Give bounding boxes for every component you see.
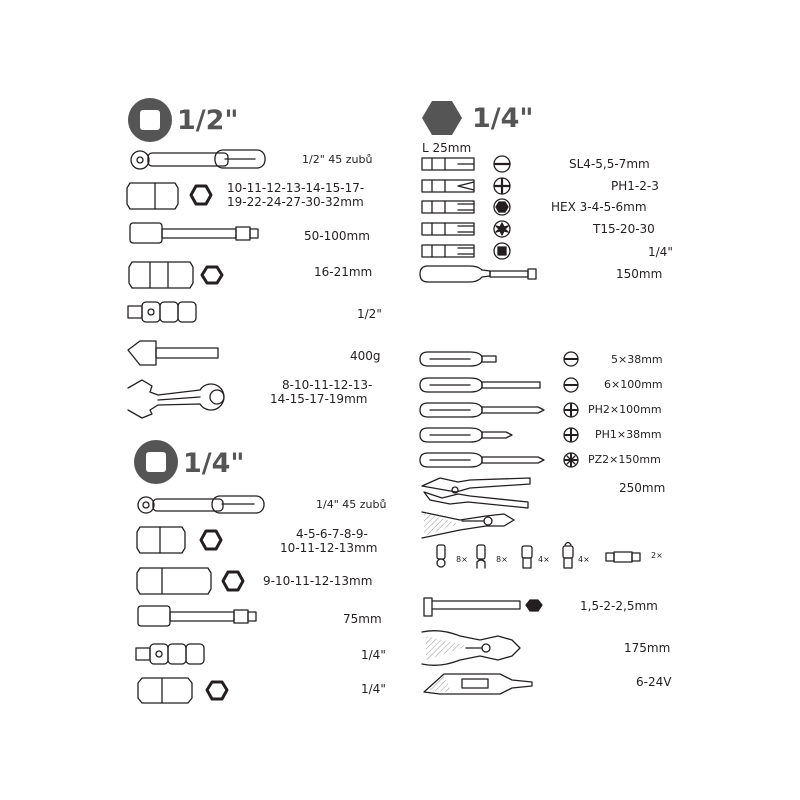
socket-icon — [127, 183, 211, 209]
label-socket-quarter-line2: 10-11-12-13mm — [280, 541, 378, 555]
combination-pliers-icon — [422, 631, 520, 666]
label-extension-quarter: 75mm — [343, 612, 382, 626]
screwdriver-slotted-short — [420, 352, 496, 366]
label-bit-length: L 25mm — [422, 141, 472, 155]
water-pump-pliers-icon — [422, 478, 530, 508]
combination-wrench-icon — [128, 380, 224, 418]
extension-bar-icon — [130, 223, 258, 243]
label-deep-socket: 9-10-11-12-13mm — [263, 574, 373, 588]
phillips-tip-icon — [564, 428, 578, 442]
hex-key-icon — [424, 598, 542, 616]
label-socket-half-line1: 10-11-12-13-14-15-17- — [227, 181, 365, 195]
label-term-ring: 8× — [456, 555, 468, 564]
butt-connector-icon — [606, 552, 640, 562]
label-spark-socket: 16-21mm — [314, 265, 373, 279]
adapter-icon — [138, 678, 227, 703]
label-sd-1: 5×38mm — [611, 353, 663, 366]
screwdriver-pozidriv — [420, 453, 544, 467]
extension-bar-icon — [138, 606, 256, 626]
hexagon-icon — [422, 101, 462, 135]
label-bit-holder: 150mm — [616, 267, 663, 281]
screwdriver-phillips-long — [420, 403, 544, 417]
bit-row-torx — [422, 221, 510, 237]
socket-icon — [137, 527, 221, 553]
deep-socket-icon — [137, 568, 243, 594]
voltage-tester-icon — [424, 674, 532, 694]
label-wrench-line1: 8-10-11-12-13- — [282, 378, 373, 392]
fork-terminal-icon — [477, 545, 485, 568]
bullet-terminal-icon — [563, 543, 573, 569]
phillips-tip-icon — [564, 403, 578, 417]
bit-row-square — [422, 243, 510, 259]
section-title-quarter-inch: 1/4" — [183, 448, 245, 479]
flag-terminal-icon — [522, 546, 532, 568]
bit-holder-icon — [420, 266, 536, 282]
screwdriver-phillips-short — [420, 428, 512, 442]
slotted-tip-icon — [564, 352, 578, 366]
hammer-icon — [128, 341, 218, 365]
ring-terminal-icon — [437, 545, 445, 567]
label-ratchet-half: 1/2" 45 zubů — [302, 153, 373, 166]
label-term-bullet: 4× — [578, 555, 590, 564]
label-bit-hex: HEX 3-4-5-6mm — [551, 200, 647, 214]
label-bit-slotted: SL4-5,5-7mm — [569, 157, 650, 171]
label-sd-3: PH2×100mm — [588, 403, 662, 416]
label-ratchet-quarter: 1/4" 45 zubů — [316, 498, 387, 511]
ratchet-icon — [131, 150, 265, 169]
label-wrench-line2: 14-15-17-19mm — [270, 392, 368, 406]
label-hex-key: 1,5-2-2,5mm — [580, 599, 658, 613]
section-title-half-inch: 1/2" — [177, 105, 239, 136]
label-bit-phillips: PH1-2-3 — [611, 179, 659, 193]
label-bit-square: 1/4" — [648, 245, 673, 259]
label-pump-pliers: 250mm — [619, 481, 666, 495]
label-ujoint-quarter: 1/4" — [361, 648, 386, 662]
crimping-pliers-icon — [422, 512, 514, 538]
square-drive-icon — [128, 98, 172, 142]
label-voltage-tester: 6-24V — [636, 675, 672, 689]
universal-joint-icon — [136, 644, 204, 664]
spark-plug-socket-icon — [129, 262, 222, 288]
label-term-fork: 8× — [496, 555, 508, 564]
label-sd-4: PH1×38mm — [595, 428, 662, 441]
bit-row-hex — [422, 199, 510, 215]
section-title-bits: 1/4" — [472, 103, 534, 134]
bit-row-slotted — [422, 156, 510, 172]
pozidriv-tip-icon — [564, 453, 578, 467]
label-ujoint-half: 1/2" — [357, 307, 382, 321]
bit-row-phillips — [422, 178, 510, 194]
label-socket-quarter-line1: 4-5-6-7-8-9- — [296, 527, 368, 541]
ratchet-icon — [138, 496, 264, 513]
label-socket-half-line2: 19-22-24-27-30-32mm — [227, 195, 364, 209]
label-hammer: 400g — [350, 349, 381, 363]
label-extension-half: 50-100mm — [304, 229, 370, 243]
label-term-flag: 4× — [538, 555, 550, 564]
label-sd-5: PZ2×150mm — [588, 453, 661, 466]
screwdriver-slotted-long — [420, 378, 540, 392]
slotted-tip-icon — [564, 378, 578, 392]
label-term-butt: 2× — [651, 551, 663, 560]
label-sd-2: 6×100mm — [604, 378, 663, 391]
square-drive-icon — [134, 440, 178, 484]
label-bit-torx: T15-20-30 — [593, 222, 655, 236]
label-adapter-quarter: 1/4" — [361, 682, 386, 696]
label-combination-pliers: 175mm — [624, 641, 671, 655]
universal-joint-icon — [128, 302, 196, 322]
